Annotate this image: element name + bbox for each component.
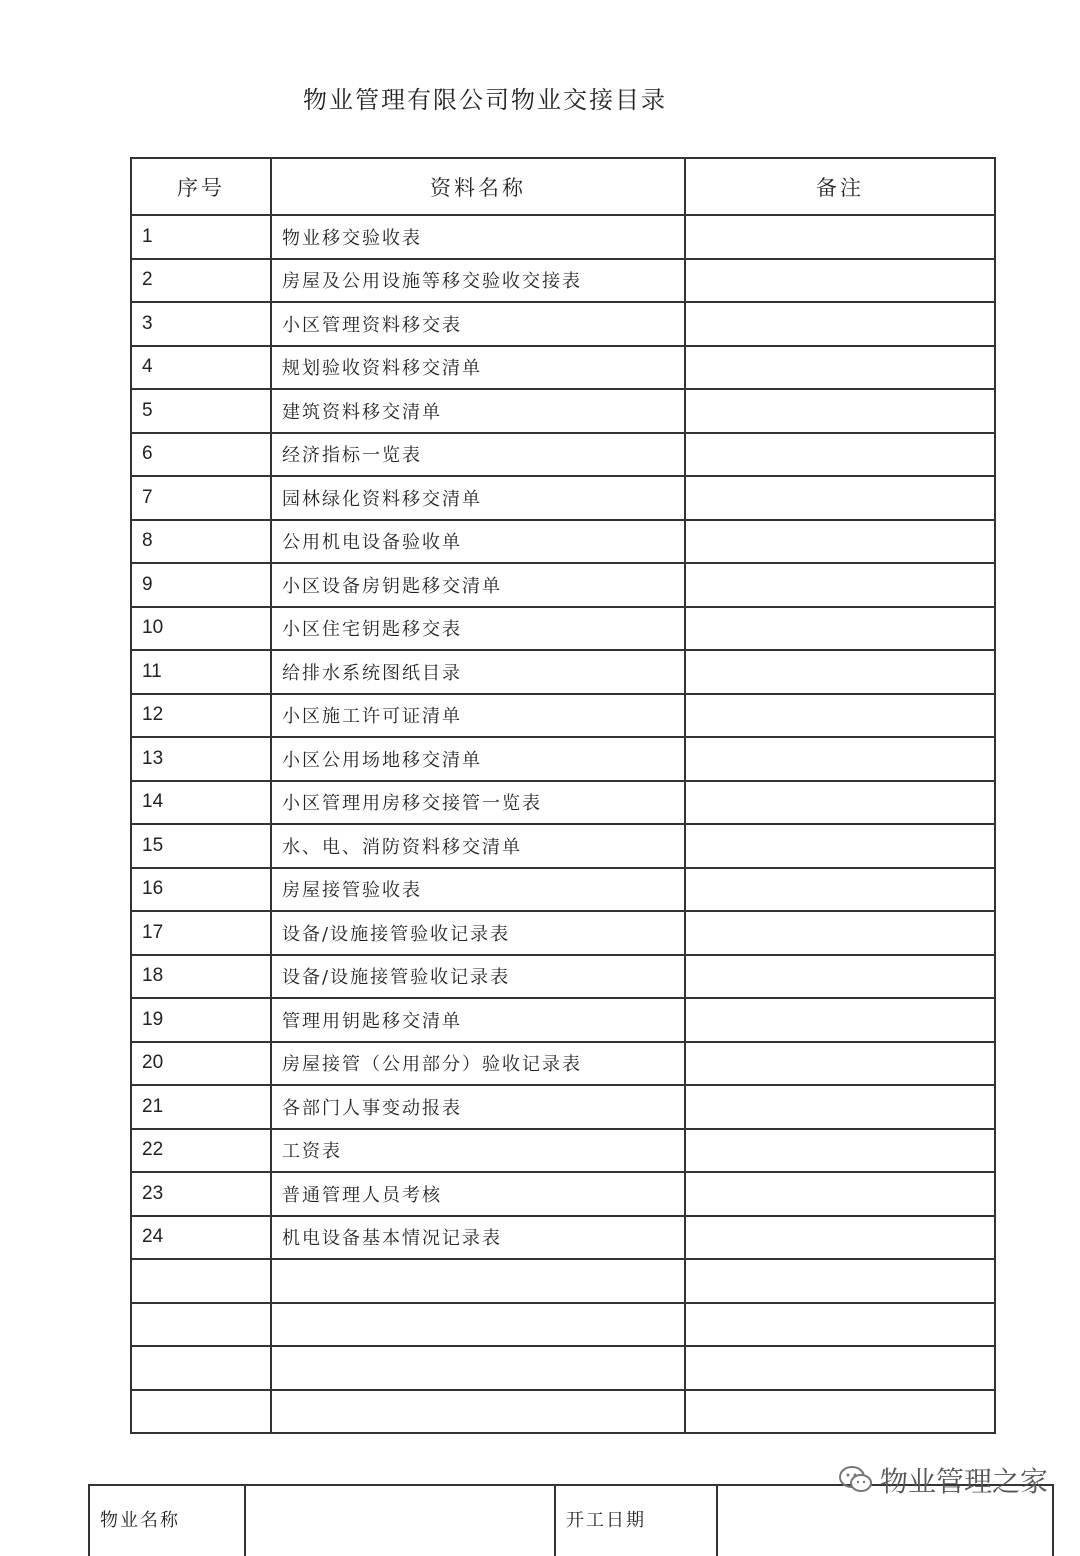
- row-remarks[interactable]: [685, 607, 995, 651]
- row-remarks[interactable]: [685, 215, 995, 259]
- row-remarks[interactable]: [685, 1129, 995, 1173]
- row-document-name: 小区管理用房移交接管一览表: [271, 781, 685, 825]
- row-remarks[interactable]: [685, 520, 995, 564]
- table-row: [131, 781, 995, 825]
- row-document-name: 小区公用场地移交清单: [271, 737, 685, 781]
- table-row: [131, 302, 995, 346]
- row-remarks[interactable]: [685, 911, 995, 955]
- row-document-name: [271, 1346, 685, 1390]
- row-remarks[interactable]: [685, 563, 995, 607]
- row-document-name: 各部门人事变动报表: [271, 1085, 685, 1129]
- row-number: 1: [131, 215, 271, 259]
- row-number: [131, 1390, 271, 1434]
- document-title: 物业管理有限公司物业交接目录: [303, 86, 667, 114]
- table-row: [131, 737, 995, 781]
- row-number: 21: [131, 1085, 271, 1129]
- row-number: 14: [131, 781, 271, 825]
- table-row: [131, 1390, 995, 1434]
- row-remarks[interactable]: [685, 868, 995, 912]
- start-date-label: 开工日期: [555, 1485, 717, 1556]
- table-row: [131, 215, 995, 259]
- table-row: [131, 346, 995, 390]
- row-document-name: 小区设备房钥匙移交清单: [271, 563, 685, 607]
- table-header-row: [131, 158, 995, 215]
- row-document-name: 物业移交验收表: [271, 215, 685, 259]
- row-document-name: 房屋接管（公用部分）验收记录表: [271, 1042, 685, 1086]
- wechat-icon: [838, 1465, 874, 1495]
- table-row: [131, 1042, 995, 1086]
- row-remarks[interactable]: [685, 955, 995, 999]
- row-document-name: 房屋接管验收表: [271, 868, 685, 912]
- row-document-name: 普通管理人员考核: [271, 1172, 685, 1216]
- row-remarks[interactable]: [685, 346, 995, 390]
- table-row: [131, 955, 995, 999]
- row-number: 3: [131, 302, 271, 346]
- row-number: 9: [131, 563, 271, 607]
- row-document-name: 小区管理资料移交表: [271, 302, 685, 346]
- row-number: 2: [131, 259, 271, 303]
- watermark: [838, 1460, 1048, 1500]
- row-remarks[interactable]: [685, 1172, 995, 1216]
- row-number: 24: [131, 1216, 271, 1260]
- table-row: [131, 563, 995, 607]
- row-number: 11: [131, 650, 271, 694]
- header-number: 序号: [131, 158, 271, 215]
- row-document-name: 设备/设施接管验收记录表: [271, 911, 685, 955]
- row-remarks[interactable]: [685, 694, 995, 738]
- table-row: [131, 824, 995, 868]
- row-number: 19: [131, 998, 271, 1042]
- row-remarks[interactable]: [685, 259, 995, 303]
- table-row: [131, 1259, 995, 1303]
- row-number: 17: [131, 911, 271, 955]
- row-document-name: 机电设备基本情况记录表: [271, 1216, 685, 1260]
- table-row: [131, 868, 995, 912]
- row-number: 16: [131, 868, 271, 912]
- row-remarks[interactable]: [685, 737, 995, 781]
- table-row: [131, 433, 995, 477]
- row-remarks[interactable]: [685, 302, 995, 346]
- row-number: 8: [131, 520, 271, 564]
- table-row: [131, 389, 995, 433]
- row-number: 10: [131, 607, 271, 651]
- row-document-name: 管理用钥匙移交清单: [271, 998, 685, 1042]
- table-row: [131, 1172, 995, 1216]
- property-name-label: 物业名称: [89, 1485, 245, 1556]
- row-remarks[interactable]: [685, 998, 995, 1042]
- row-document-name: 房屋及公用设施等移交验收交接表: [271, 259, 685, 303]
- table-row: [131, 1085, 995, 1129]
- row-document-name: 公用机电设备验收单: [271, 520, 685, 564]
- table-row: [131, 1346, 995, 1390]
- row-document-name: [271, 1259, 685, 1303]
- table-row: [131, 911, 995, 955]
- table-row: [131, 1303, 995, 1347]
- row-document-name: 小区施工许可证清单: [271, 694, 685, 738]
- row-remarks[interactable]: [685, 389, 995, 433]
- row-remarks[interactable]: [685, 1216, 995, 1260]
- row-document-name: 工资表: [271, 1129, 685, 1173]
- row-number: [131, 1259, 271, 1303]
- row-document-name: 规划验收资料移交清单: [271, 346, 685, 390]
- row-remarks[interactable]: [685, 824, 995, 868]
- row-number: [131, 1346, 271, 1390]
- row-number: 15: [131, 824, 271, 868]
- row-remarks[interactable]: [685, 433, 995, 477]
- table-row: [131, 520, 995, 564]
- handover-table: [130, 157, 996, 1434]
- row-number: 13: [131, 737, 271, 781]
- table-row: [131, 607, 995, 651]
- row-document-name: [271, 1390, 685, 1434]
- row-number: 23: [131, 1172, 271, 1216]
- row-document-name: 建筑资料移交清单: [271, 389, 685, 433]
- row-document-name: [271, 1303, 685, 1347]
- row-remarks[interactable]: [685, 1390, 995, 1434]
- table-body: [131, 215, 995, 1433]
- row-number: 20: [131, 1042, 271, 1086]
- row-number: 7: [131, 476, 271, 520]
- row-document-name: 给排水系统图纸目录: [271, 650, 685, 694]
- row-remarks[interactable]: [685, 781, 995, 825]
- header-document-name: 资料名称: [271, 158, 685, 215]
- table-row: [131, 1216, 995, 1260]
- watermark-text: 物业管理之家: [879, 1465, 1048, 1498]
- table-row: [131, 1129, 995, 1173]
- row-number: 18: [131, 955, 271, 999]
- row-remarks[interactable]: [685, 1346, 995, 1390]
- row-document-name: 园林绿化资料移交清单: [271, 476, 685, 520]
- header-remarks: 备注: [685, 158, 995, 215]
- property-name-value[interactable]: [245, 1485, 555, 1556]
- row-number: 6: [131, 433, 271, 477]
- row-document-name: 经济指标一览表: [271, 433, 685, 477]
- row-remarks[interactable]: [685, 476, 995, 520]
- row-number: 22: [131, 1129, 271, 1173]
- table-row: [131, 476, 995, 520]
- row-remarks[interactable]: [685, 1303, 995, 1347]
- row-remarks[interactable]: [685, 1085, 995, 1129]
- table-row: [131, 694, 995, 738]
- row-number: 5: [131, 389, 271, 433]
- row-document-name: 水、电、消防资料移交清单: [271, 824, 685, 868]
- row-number: 12: [131, 694, 271, 738]
- row-document-name: 小区住宅钥匙移交表: [271, 607, 685, 651]
- table-row: [131, 998, 995, 1042]
- row-remarks[interactable]: [685, 1042, 995, 1086]
- row-remarks[interactable]: [685, 650, 995, 694]
- table-row: [131, 650, 995, 694]
- row-number: [131, 1303, 271, 1347]
- row-number: 4: [131, 346, 271, 390]
- table-row: [131, 259, 995, 303]
- row-document-name: 设备/设施接管验收记录表: [271, 955, 685, 999]
- row-remarks[interactable]: [685, 1259, 995, 1303]
